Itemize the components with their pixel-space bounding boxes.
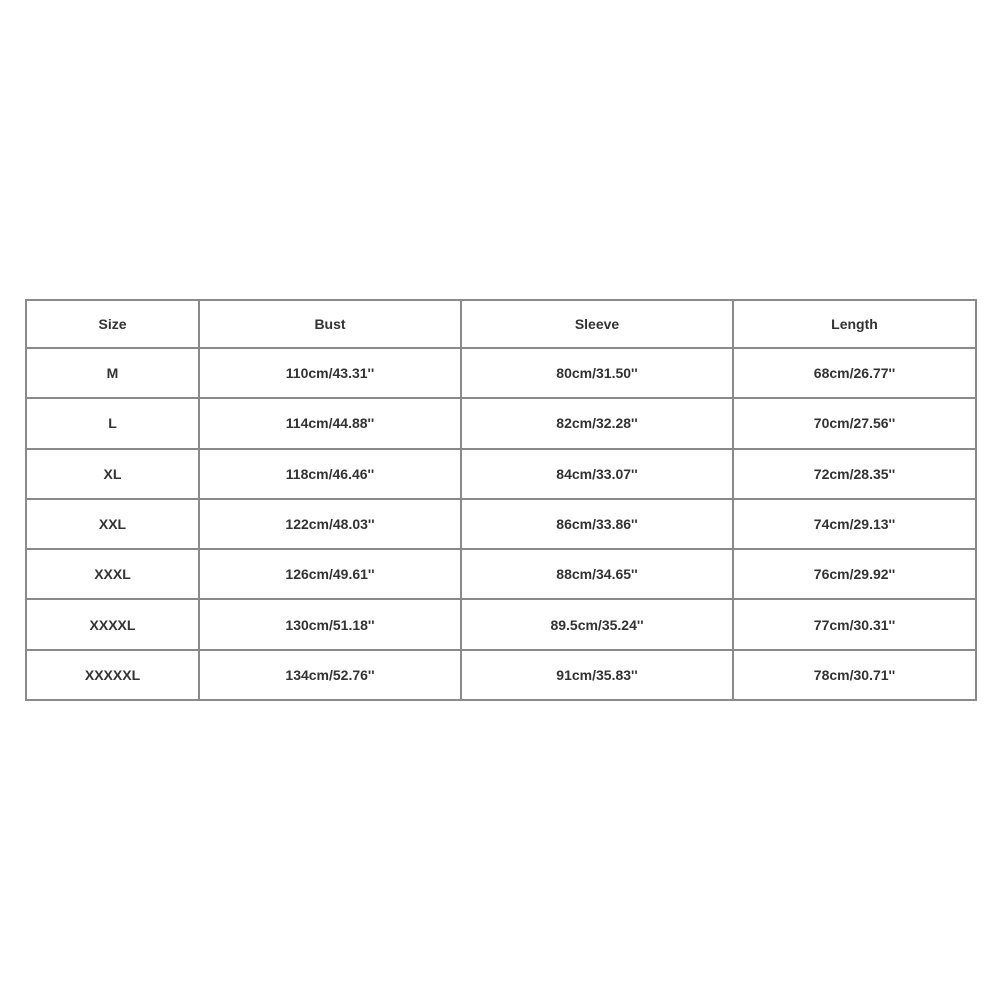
cell-length: 74cm/29.13'': [733, 499, 976, 549]
header-size: Size: [26, 300, 199, 348]
cell-length: 77cm/30.31'': [733, 599, 976, 649]
cell-bust: 134cm/52.76'': [199, 650, 461, 700]
table-body: [26, 348, 976, 700]
cell-length: 76cm/29.92'': [733, 549, 976, 599]
cell-sleeve: 89.5cm/35.24'': [461, 599, 733, 649]
cell-bust: 126cm/49.61'': [199, 549, 461, 599]
cell-size: XXL: [26, 499, 199, 549]
header-sleeve: Sleeve: [461, 300, 733, 348]
header-length: Length: [733, 300, 976, 348]
cell-size: L: [26, 398, 199, 448]
table-row: [26, 398, 976, 448]
cell-bust: 118cm/46.46'': [199, 449, 461, 499]
cell-size: XXXXXL: [26, 650, 199, 700]
header-row: [26, 300, 976, 348]
table-row: [26, 599, 976, 649]
cell-sleeve: 82cm/32.28'': [461, 398, 733, 448]
size-chart-table: [25, 299, 977, 701]
cell-length: 78cm/30.71'': [733, 650, 976, 700]
cell-length: 72cm/28.35'': [733, 449, 976, 499]
cell-sleeve: 88cm/34.65'': [461, 549, 733, 599]
header-bust: Bust: [199, 300, 461, 348]
cell-length: 68cm/26.77'': [733, 348, 976, 398]
cell-sleeve: 86cm/33.86'': [461, 499, 733, 549]
table-row: [26, 549, 976, 599]
cell-bust: 122cm/48.03'': [199, 499, 461, 549]
cell-bust: 130cm/51.18'': [199, 599, 461, 649]
table-row: [26, 650, 976, 700]
cell-size: XXXXL: [26, 599, 199, 649]
cell-size: XL: [26, 449, 199, 499]
cell-sleeve: 80cm/31.50'': [461, 348, 733, 398]
table-row: [26, 499, 976, 549]
cell-bust: 110cm/43.31'': [199, 348, 461, 398]
cell-size: XXXL: [26, 549, 199, 599]
table-row: [26, 348, 976, 398]
cell-sleeve: 91cm/35.83'': [461, 650, 733, 700]
cell-bust: 114cm/44.88'': [199, 398, 461, 448]
table-row: [26, 449, 976, 499]
table-header: [26, 300, 976, 348]
cell-size: M: [26, 348, 199, 398]
cell-sleeve: 84cm/33.07'': [461, 449, 733, 499]
cell-length: 70cm/27.56'': [733, 398, 976, 448]
